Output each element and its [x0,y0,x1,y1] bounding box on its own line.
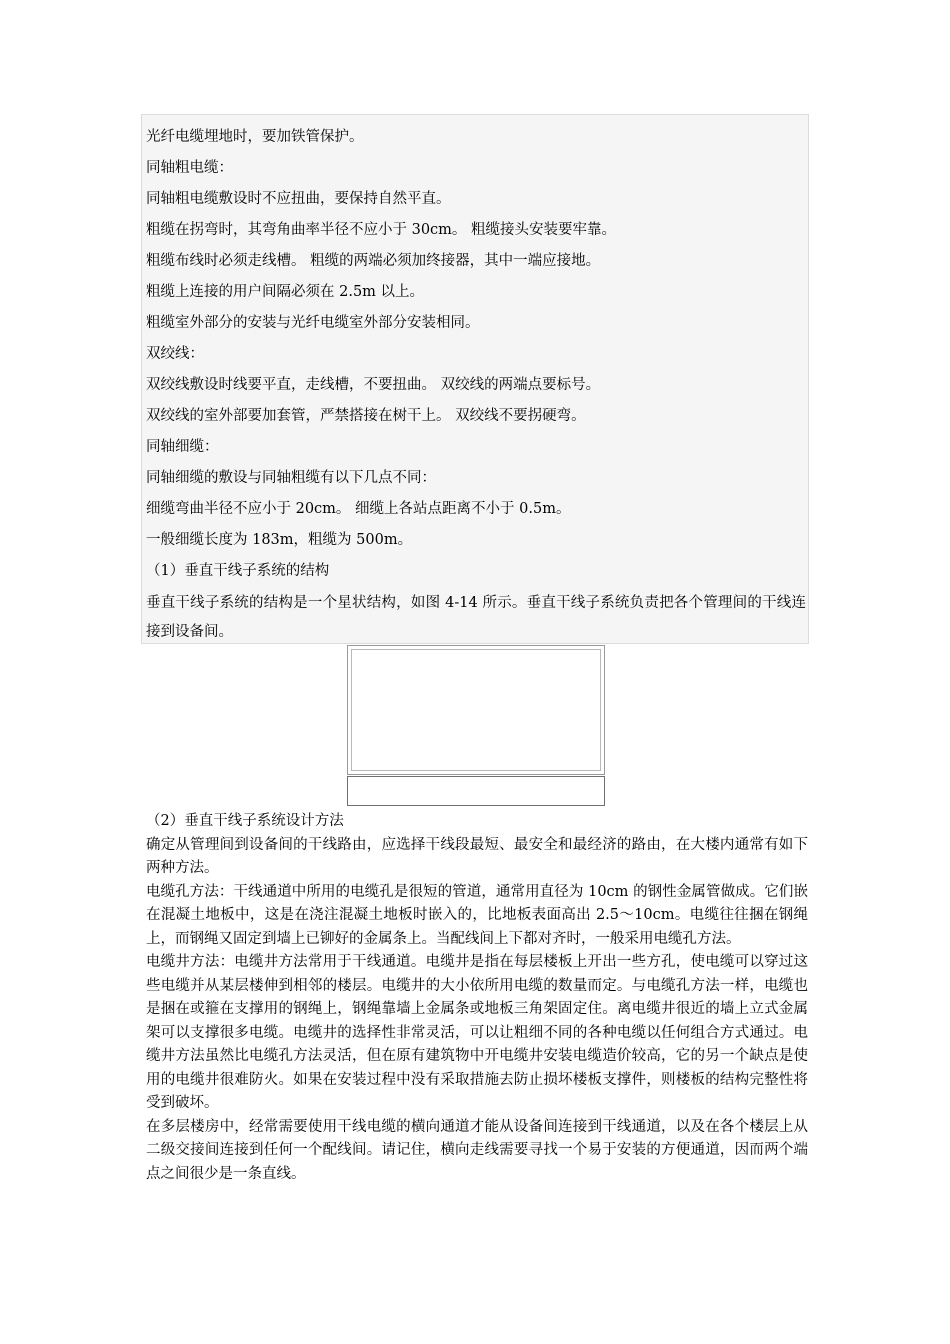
text-line: 粗缆在拐弯时，其弯角曲率半径不应小于 30cm。 粗缆接头安装要牢靠。 [146,222,617,238]
subheading-coax-thick: 同轴粗电缆： [146,160,233,176]
structure-paragraph: 垂直干线子系统的结构是一个星状结构，如图 4-14 所示。垂直干线子系统负责把各个管理间的干线连接到设备间。 [146,595,806,640]
section-heading-design-method: （2）垂直干线子系统设计方法 [146,813,344,829]
paragraph-horizontal-route: 在多层楼房中，经常需要使用干线电缆的横向通道才能从设备间连接到干线通道，以及在各个楼层上从二级交接间连接到任何一个配线间。请记住，横向走线需要寻找一个易于安装的方便通道，因而两个端点之间很少是一条直线。 [146,1118,808,1182]
text-line: 双绞线的室外部要加套管，严禁搭接在树干上。 双绞线不要拐硬弯。 [146,408,586,424]
text-line: 细缆弯曲半径不应小于 20cm。 细缆上各站点距离不小于 0.5m。 [146,501,571,517]
text-line: 光纤电缆埋地时，要加铁管保护。 [146,129,364,145]
text-line: 粗缆室外部分的安装与光纤电缆室外部分安装相同。 [146,315,480,331]
paragraph-cable-shaft: 电缆井方法：电缆井方法常用于干线通道。电缆井是指在每层楼板上开出一些方孔，使电缆可以穿过这些电缆并从某层楼伸到相邻的楼层。电缆井的大小依所用电缆的数量而定。与电缆孔方法一样，电缆也是捆在或箍在支撑用的钢绳上，钢绳靠墙上金属条或地板三角架固定住。离电缆井很近的墙上立式金属架可以支撑很多电缆。电缆井的选择性非常灵活，可以让粗细不同的各种电缆以任何组合方式通过。电缆井方法虽然比电缆孔方法灵活，但在原有建筑物中开电缆井安装电缆造价较高，它的另一个缺点是使用的电缆井很难防火。如果在安装过程中没有采取措施去防止损坏楼板支撑件，则楼板的结构完整性将受到破坏。 [146,954,808,1111]
text-line: 粗缆上连接的用户间隔必须在 2.5m 以上。 [146,284,425,300]
paragraph-intro: 确定从管理间到设备间的干线路由，应选择干线段最短、最安全和最经济的路由，在大楼内通常有如下两种方法。 [146,836,808,876]
text-line: 粗缆布线时必须走线槽。 粗缆的两端必须加终接器，其中一端应接地。 [146,253,601,269]
text-line: 同轴粗电缆敷设时不应扭曲，要保持自然平直。 [146,191,451,207]
paragraph-cable-hole: 电缆孔方法：干线通道中所用的电缆孔是很短的管道，通常用直径为 10cm 的钢性金属管做成。它们嵌在混凝土地板中，这是在浇注混凝土地板时嵌入的，比地板表面高出 2.5～10cm。电缆往往捆在钢绳上，而钢绳又固定到墙上已铆好的金属条上。当配线间上下都对齐时，一般采用电缆孔方法。 [146,883,808,947]
subheading-twisted-pair: 双绞线： [146,346,204,362]
figure-caption-box [347,776,605,806]
figure-inner-frame [351,649,601,771]
section-heading-structure: （1）垂直干线子系统的结构 [146,563,330,579]
text-line: 同轴细缆的敷设与同轴粗缆有以下几点不同： [146,470,436,486]
text-line: 一般细缆长度为 183m，粗缆为 500m。 [146,532,413,548]
design-method-section [146,810,808,1186]
text-line: 双绞线敷设时线要平直，走线槽，不要扭曲。 双绞线的两端点要标号。 [146,377,601,393]
figure-placeholder [347,645,605,775]
subheading-coax-thin: 同轴细缆： [146,439,219,455]
